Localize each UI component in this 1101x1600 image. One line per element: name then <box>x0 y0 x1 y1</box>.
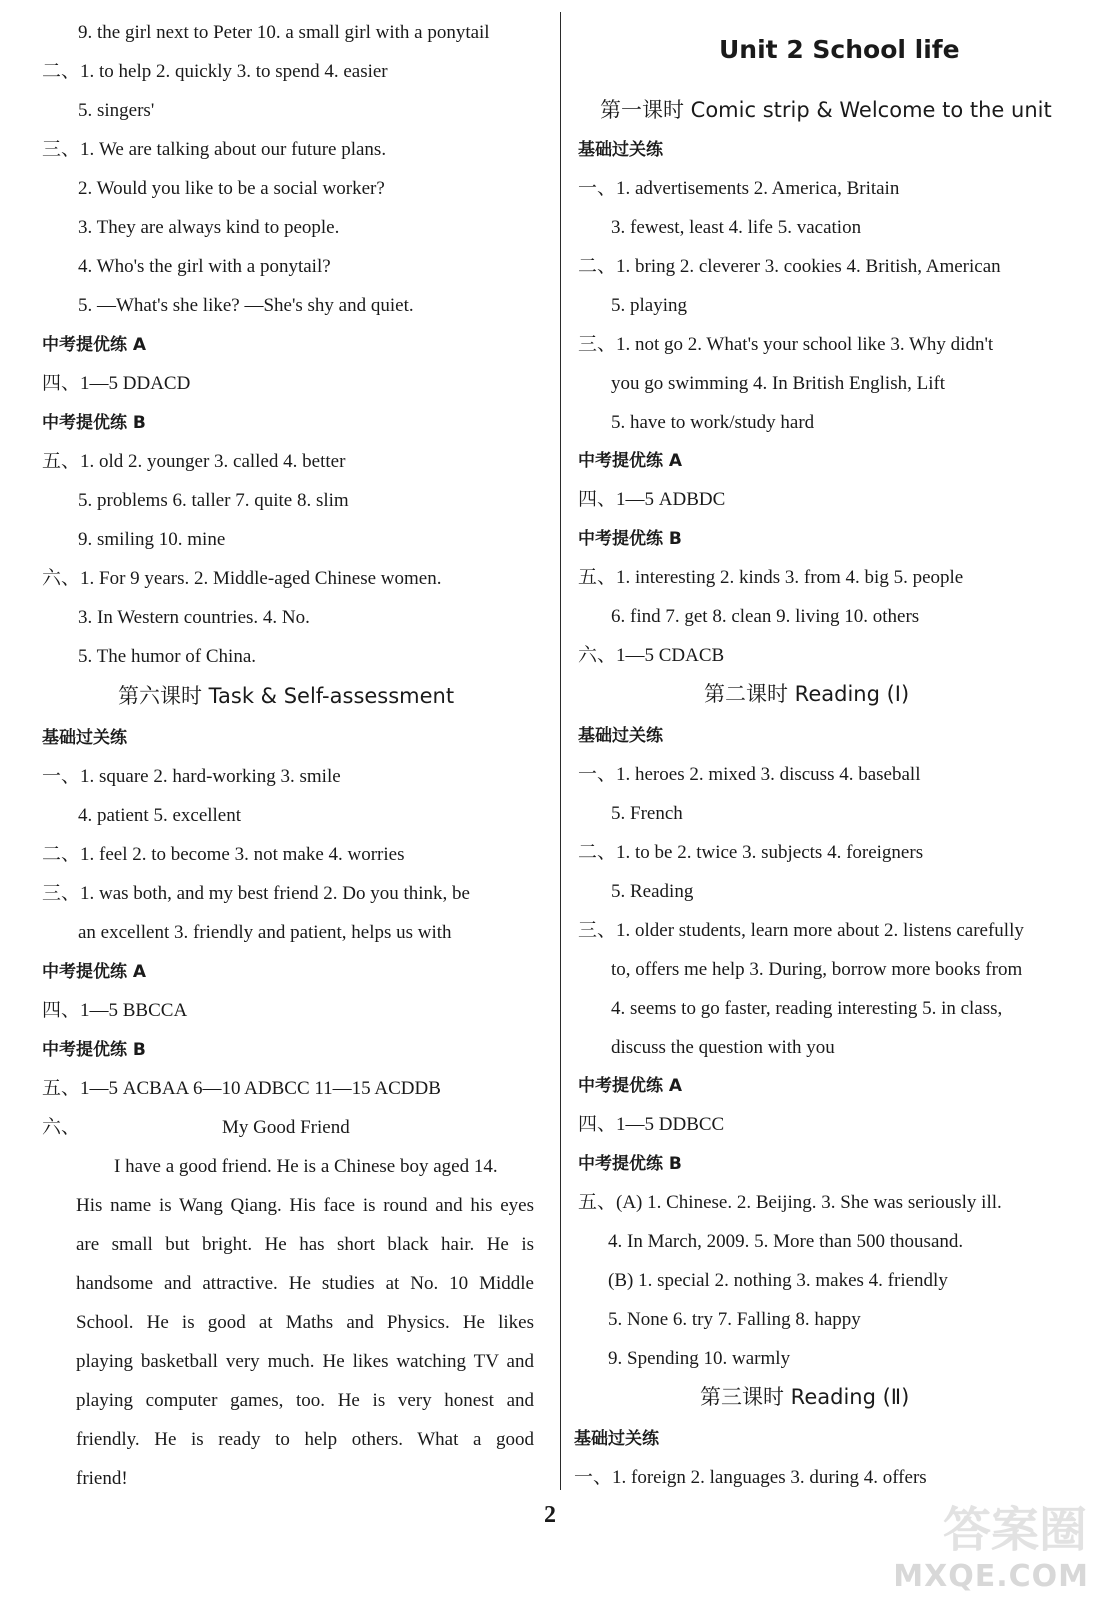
answer-line: 三、1. not go 2. What's your school like 3. Why didn't <box>578 334 994 355</box>
section-heading: 中考提优练 A <box>578 451 683 471</box>
column-divider <box>560 12 561 1490</box>
watermark <box>893 1478 1095 1598</box>
essay-line: friendly. He is ready to help others. What a good <box>76 1429 534 1450</box>
watermark-url: MXQE.COM <box>893 1559 1089 1594</box>
answer-line: you go swimming 4. In British English, Lift <box>611 373 946 394</box>
answer-line: 五、(A) 1. Chinese. 2. Beijing. 3. She was seriously ill. <box>578 1192 1002 1213</box>
answer-line: 二、1. feel 2. to become 3. not make 4. worries <box>42 844 405 865</box>
section-heading: 中考提优练 A <box>42 962 147 982</box>
answer-line: 5. playing <box>611 295 687 316</box>
answer-line: 3. fewest, least 4. life 5. vacation <box>611 217 862 238</box>
answer-line: 一、1. square 2. hard-working 3. smile <box>42 766 341 787</box>
answer-line: 5. singers' <box>78 100 155 121</box>
answer-line: 9. the girl next to Peter 10. a small girl with a ponytail <box>78 22 490 43</box>
answer-line: to, offers me help 3. During, borrow more books from <box>611 959 1023 980</box>
answer-line: 5. —What's she like? —She's shy and quiet. <box>78 295 414 316</box>
answer-line: 四、1—5 DDBCC <box>578 1114 725 1135</box>
section-heading: 基础过关练 <box>578 726 663 746</box>
answer-line: 9. Spending 10. warmly <box>608 1348 791 1369</box>
essay-line: playing computer games, too. He is very honest and <box>76 1390 534 1411</box>
answer-line: 一、1. advertisements 2. America, Britain <box>578 178 900 199</box>
answer-line: 5. problems 6. taller 7. quite 8. slim <box>78 490 349 511</box>
answer-line: discuss the question with you <box>611 1037 835 1058</box>
essay-line: I have a good friend. He is a Chinese boy aged 14. <box>114 1156 498 1177</box>
lesson-title: 第三课时 Reading (Ⅱ) <box>700 1385 910 1409</box>
essay-line: handsome and attractive. He studies at No. 10 Middle <box>76 1273 534 1294</box>
section-heading: 基础过关练 <box>578 140 663 160</box>
section-heading: 中考提优练 A <box>578 1076 683 1096</box>
section-heading: 中考提优练 B <box>578 1154 682 1174</box>
answer-line: 5. The humor of China. <box>78 646 257 667</box>
section-heading: 基础过关练 <box>42 728 127 748</box>
answer-line: 3. They are always kind to people. <box>78 217 340 238</box>
answer-line: 6. find 7. get 8. clean 9. living 10. others <box>611 606 920 627</box>
answer-line: 4. patient 5. excellent <box>78 805 242 826</box>
lesson-title: 第一课时 Comic strip & Welcome to the unit <box>600 98 1052 122</box>
essay-line: friend! <box>76 1468 128 1489</box>
answer-line: 五、1. interesting 2. kinds 3. from 4. big 5. people <box>578 567 964 588</box>
answer-line: 9. smiling 10. mine <box>78 529 226 550</box>
lesson-title: 第六课时 Task & Self-assessment <box>118 684 455 708</box>
answer-line: 三、1. older students, learn more about 2. listens carefully <box>578 920 1024 941</box>
watermark-logo: 答案圈 <box>942 1502 1087 1558</box>
unit-title: Unit 2 School life <box>719 35 960 64</box>
answer-line: 五、1. old 2. younger 3. called 4. better <box>42 451 346 472</box>
essay-line: are small but bright. He has short black hair. He is <box>76 1234 534 1255</box>
essay-line: School. He is good at Maths and Physics. He likes <box>76 1312 534 1333</box>
answer-line: 二、1. to be 2. twice 3. subjects 4. foreigners <box>578 842 924 863</box>
answer-line: (B) 1. special 2. nothing 3. makes 4. friendly <box>608 1270 948 1291</box>
answer-line: 四、1—5 DDACD <box>42 373 191 394</box>
answer-line: 二、1. to help 2. quickly 3. to spend 4. easier <box>42 61 388 82</box>
answer-line: 4. seems to go faster, reading interesting 5. in class, <box>611 998 1003 1019</box>
answer-line: 一、1. heroes 2. mixed 3. discuss 4. baseball <box>578 764 921 785</box>
answer-line: 一、1. foreign 2. languages 3. during 4. offers <box>574 1467 927 1488</box>
answer-line: 2. Would you like to be a social worker? <box>78 178 385 199</box>
answer-line: 5. French <box>611 803 683 824</box>
answer-line: 六、 <box>42 1117 81 1138</box>
answer-line: 二、1. bring 2. cleverer 3. cookies 4. British, American <box>578 256 1001 277</box>
essay-title: My Good Friend <box>222 1117 350 1138</box>
section-heading: 中考提优练 B <box>42 413 146 433</box>
answer-line: 三、1. was both, and my best friend 2. Do you think, be <box>42 883 470 904</box>
lesson-title: 第二课时 Reading (Ⅰ) <box>704 682 910 706</box>
answer-line: 三、1. We are talking about our future plans. <box>42 139 387 160</box>
answer-line: 4. In March, 2009. 5. More than 500 thousand. <box>608 1231 964 1252</box>
answer-line: 四、1—5 BBCCA <box>42 1000 188 1021</box>
answer-line: 3. In Western countries. 4. No. <box>78 607 310 628</box>
section-heading: 中考提优练 A <box>42 335 147 355</box>
answer-line: 四、1—5 ADBDC <box>578 489 726 510</box>
answer-line: 五、1—5 ACBAA 6—10 ADBCC 11—15 ACDDB <box>42 1078 441 1099</box>
essay-line: His name is Wang Qiang. His face is round and his eyes <box>76 1195 534 1216</box>
essay-line: playing basketball very much. He likes watching TV and <box>76 1351 534 1372</box>
right-column <box>566 0 1101 1600</box>
answer-line: an excellent 3. friendly and patient, helps us with <box>78 922 452 943</box>
answer-line: 5. None 6. try 7. Falling 8. happy <box>608 1309 861 1330</box>
page-number: 2 <box>544 1502 556 1528</box>
answer-line: 六、1—5 CDACB <box>578 645 725 666</box>
section-heading: 中考提优练 B <box>42 1040 146 1060</box>
section-heading: 中考提优练 B <box>578 529 682 549</box>
answer-line: 4. Who's the girl with a ponytail? <box>78 256 331 277</box>
answer-line: 5. have to work/study hard <box>611 412 815 433</box>
answer-line: 5. Reading <box>611 881 694 902</box>
section-heading: 基础过关练 <box>574 1429 659 1449</box>
answer-line: 六、1. For 9 years. 2. Middle-aged Chinese women. <box>42 568 442 589</box>
